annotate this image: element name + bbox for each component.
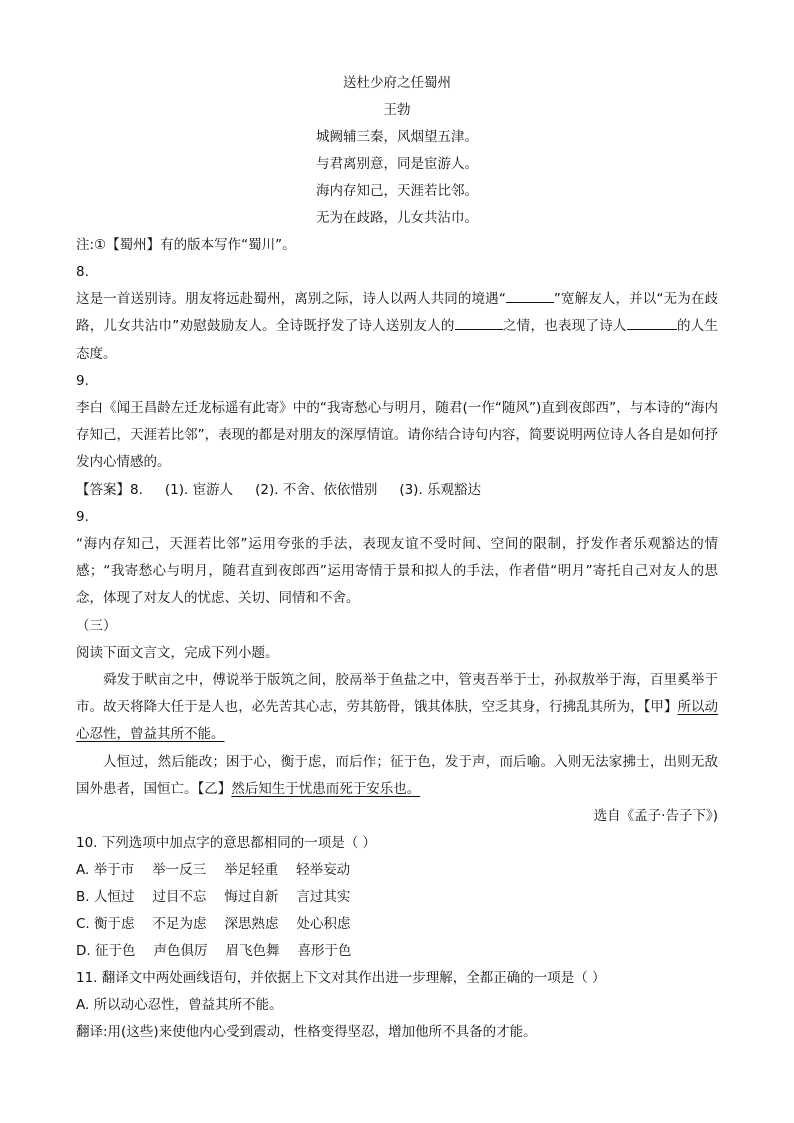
question-11-translation: 翻译:用(这些)来使他内心受到震动，性格变得坚忍，增加他所不具备的才能。 <box>76 1024 537 1041</box>
option-word: D. 征于色 <box>76 943 136 960</box>
option-word: 举足轻重 <box>224 862 279 879</box>
answer-item: (3). 乐观豁达 <box>399 481 482 498</box>
answer-item: (2). 不舍、依依惜别 <box>255 481 378 498</box>
document-page <box>76 70 718 1046</box>
option-word: 不足为虑 <box>152 916 207 933</box>
poem-line: 与君离别意，同是宦游人。 <box>316 156 478 172</box>
question-9-text: 李白《闻王昌龄左迁龙标遥有此寄》中的“我寄愁心与明月，随君(一作“随风”)直到夜郎西”，与本诗的“海内存知己，天涯若比邻”，表现的都是对朋友的深厚情谊。请你结合诗句内容，简要说明两位诗人各自是如何抒发内心情感的。 <box>76 399 718 471</box>
poem-note: 注:①【蜀州】有的版本写作“蜀川”。 <box>76 237 296 253</box>
option-word: 过目不忘 <box>152 889 207 906</box>
option-word: A. 举于市 <box>76 862 135 879</box>
answer-9-number: 9. <box>76 508 89 525</box>
underlined-sentence-yi: 然后知生于忧患而死于安乐也。 <box>231 780 421 797</box>
option-word: 眉飞色舞 <box>225 943 280 960</box>
classical-paragraph-1 <box>76 667 718 749</box>
question-11-option-a: A. 所以动心忍性，曾益其所不能。 <box>76 997 283 1014</box>
option-word: 声色俱厉 <box>153 943 208 960</box>
classical-paragraph-2 <box>76 749 718 804</box>
question-11-stem: 11. 翻译文中两处画线语句，并依据上下文对其作出进一步理解，全都正确的一项是（ ） <box>76 970 606 987</box>
question-10-option <box>76 911 718 938</box>
answer-label: 【答案】8. <box>76 481 143 498</box>
fill-blank <box>455 313 503 330</box>
poem-title: 送杜少府之任蜀州 <box>343 75 451 91</box>
question-9-number: 9. <box>76 372 89 389</box>
question-8-part: 的人生态度。 <box>76 318 719 362</box>
question-10-option <box>76 884 718 911</box>
paragraph-text: 舜发于畎亩之中，傅说举于版筑之间，胶鬲举于鱼盐之中，管夷吾举于士，孙叔敖举于海，百里奚举于市。故天将降大任于是人也，必先苦其心志，劳其筋骨，饿其体肤，空乏其身，行拂乱其所为，【甲】 <box>76 671 718 715</box>
question-8-number: 8. <box>76 264 89 280</box>
question-8-part: 这是一首送别诗。朋友将远赴蜀州，离别之际，诗人以两人共同的境遇“ <box>76 291 506 307</box>
question-8-text <box>76 286 718 368</box>
source-citation: 选自《孟子·告子下》) <box>593 808 718 825</box>
poem-line: 城阙辅三秦，风烟望五津。 <box>316 129 478 145</box>
question-10-option <box>76 857 718 884</box>
answer-9-text: “海内存知己，天涯若比邻”运用夸张的手法，表现友谊不受时间、空间的限制，抒发作者乐观豁达的情感；“我寄愁心与明月，随君直到夜郎西”运用寄情于景和拟人的手法，作者借“明月”寄托自己对友人的思念，体现了对友人的忧虑、关切、同情和不舍。 <box>76 535 718 607</box>
question-8-part: 之情，也表现了诗人 <box>502 318 627 335</box>
option-word: 悔过自新 <box>224 889 279 906</box>
option-word: 轻举妄动 <box>296 862 351 879</box>
option-word: 言过其实 <box>296 889 351 906</box>
option-word: C. 衡于虑 <box>76 916 135 933</box>
section-instruction: 阅读下面文言文，完成下列小题。 <box>76 644 279 661</box>
question-8-part: ”宽解友人，并以“无为在歧路，儿女共沾巾”劝慰鼓励友人。全诗既抒发了诗人送别友人的 <box>76 291 718 335</box>
fill-blank <box>627 313 677 330</box>
option-word: 喜形于色 <box>297 943 352 960</box>
option-word: 处心积虑 <box>296 916 351 933</box>
answer-item: (1). 宦游人 <box>164 481 234 498</box>
paragraph-text: 人恒过，然后能改；困于心，衡于虑，而后作；征于色，发于声，而后喻。入则无法家拂士，出则无敌国外患者，国恒亡。【乙】 <box>76 753 718 797</box>
answer-line <box>76 477 718 504</box>
option-word: 深思熟虑 <box>224 916 279 933</box>
option-word: B. 人恒过 <box>76 889 135 906</box>
poem-line: 无为在歧路，儿女共沾巾。 <box>316 210 478 226</box>
section-heading: （三） <box>76 617 117 634</box>
fill-blank <box>506 286 554 303</box>
poem-line: 海内存知己，天涯若比邻。 <box>316 183 478 199</box>
underlined-sentence-jia: 所以动心忍性，曾益其所不能。 <box>76 698 719 743</box>
question-10-stem: 10. 下列选项中加点字的意思都相同的一项是（ ） <box>76 835 377 852</box>
option-word: 举一反三 <box>152 862 207 879</box>
question-10-option <box>76 938 718 965</box>
poem-author: 王勃 <box>383 102 411 118</box>
